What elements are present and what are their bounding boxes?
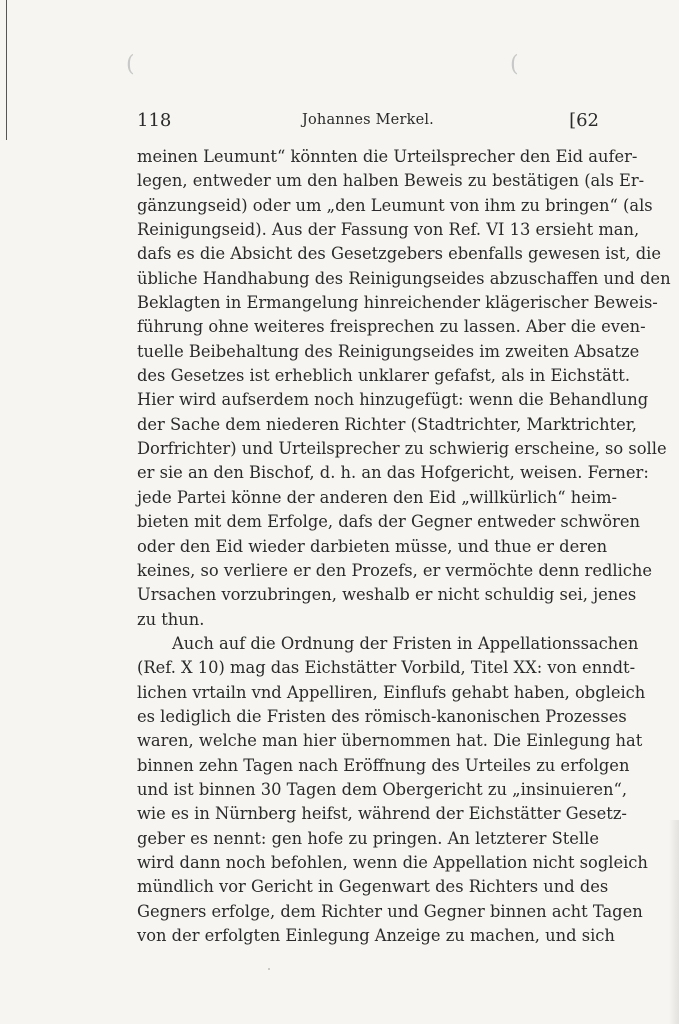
text-line: Hier wird aufserdem noch hinzugefügt: wenn die Behandlung — [137, 390, 649, 410]
text-line: waren, welche man hier übernommen hat. Die Einlegung hat — [137, 731, 643, 751]
paper-speck — [268, 968, 270, 970]
text-line: Reinigungseid). Aus der Fassung von Ref. VI 13 ersieht man, — [137, 220, 640, 240]
text-line: Ursachen vorzubringen, weshalb er nicht schuldig sei, jenes — [137, 585, 637, 605]
text-line: er sie an den Bischof, d. h. an das Hofgericht, weisen. Ferner: — [137, 463, 649, 483]
text-line: von der erfolgten Einlegung Anzeige zu machen, und sich — [137, 926, 615, 945]
text-line: keines, so verliere er den Prozefs, er vermöchte denn redliche — [137, 560, 653, 580]
text-line: zu thun. — [137, 609, 205, 629]
text-line: jede Partei könne der anderen den Eid „willkürlich“ heim- — [137, 487, 618, 507]
text-line: oder den Eid wieder darbieten müsse, und thue er deren — [137, 536, 608, 556]
text-line: mündlich vor Gericht in Gegenwart des Richters und des — [137, 877, 609, 897]
right-bracket-mark: ( — [510, 52, 519, 77]
text-line: legen, entweder um den halben Beweis zu bestätigen (als Er- — [137, 171, 645, 191]
body-text — [137, 145, 671, 948]
text-line: wie es in Nürnberg heifst, während der Eichstätter Gesetz- — [137, 804, 627, 824]
text-line: und ist binnen 30 Tagen dem Obergericht zu „insinuieren“, — [137, 779, 628, 799]
text-line: Dorfrichter) und Urteilsprecher zu schwierig erscheine, so solle — [137, 439, 667, 459]
text-line: der Sache dem niederen Richter (Stadtrichter, Marktrichter, — [137, 414, 637, 434]
text-line: übliche Handhabung des Reinigungseides abzuschaffen und den — [137, 268, 671, 288]
text-line: binnen zehn Tagen nach Eröffnung des Urteiles zu erfolgen — [137, 755, 630, 775]
text-line: tuelle Beibehaltung des Reinigungseides im zweiten Absatze — [137, 341, 640, 361]
text-line: des Gesetzes ist erheblich unklarer gefafst, als in Eichstätt. — [137, 366, 631, 386]
text-line: Auch auf die Ordnung der Fristen in Appellationssachen — [172, 633, 639, 653]
text-line: gänzungseid) oder um „den Leumunt von ihm zu bringen“ (als — [137, 195, 653, 215]
binding-edge-line — [6, 0, 7, 140]
text-line: wird dann noch befohlen, wenn die Appellation nicht sogleich — [137, 852, 648, 872]
text-line: meinen Leumunt“ könnten die Urteilsprecher den Eid aufer- — [137, 147, 638, 166]
text-line: es lediglich die Fristen des römisch-kanonischen Prozesses — [137, 706, 627, 726]
left-bracket-mark: ( — [126, 52, 135, 77]
text-line: Beklagten in Ermangelung hinreichender klägerischer Beweis- — [137, 293, 658, 313]
text-line: Gegners erfolge, dem Richter und Gegner binnen acht Tagen — [137, 901, 643, 921]
paragraph-1 — [137, 145, 671, 632]
original-folio: [62 — [569, 110, 599, 131]
text-line: dafs es die Absicht des Gesetzgebers ebenfalls gewesen ist, die — [137, 244, 661, 264]
page-edge-shadow — [669, 820, 679, 1024]
paragraph-2 — [137, 632, 648, 948]
text-line: lichen vrtailn vnd Appelliren, Einflufs gehabt haben, obgleich — [137, 682, 646, 702]
text-line: geber es nennt: gen hofe zu pringen. An letzterer Stelle — [137, 828, 599, 848]
text-line: führung ohne weiteres freisprechen zu lassen. Aber die even- — [137, 317, 646, 337]
text-line: bieten mit dem Erfolge, dafs der Gegner entweder schwören — [137, 512, 640, 532]
page-number: 118 — [137, 110, 172, 131]
running-head: Johannes Merkel. — [301, 112, 434, 128]
text-line: (Ref. X 10) mag das Eichstätter Vorbild, Titel XX: von enndt- — [137, 658, 636, 678]
page-header — [137, 110, 599, 132]
